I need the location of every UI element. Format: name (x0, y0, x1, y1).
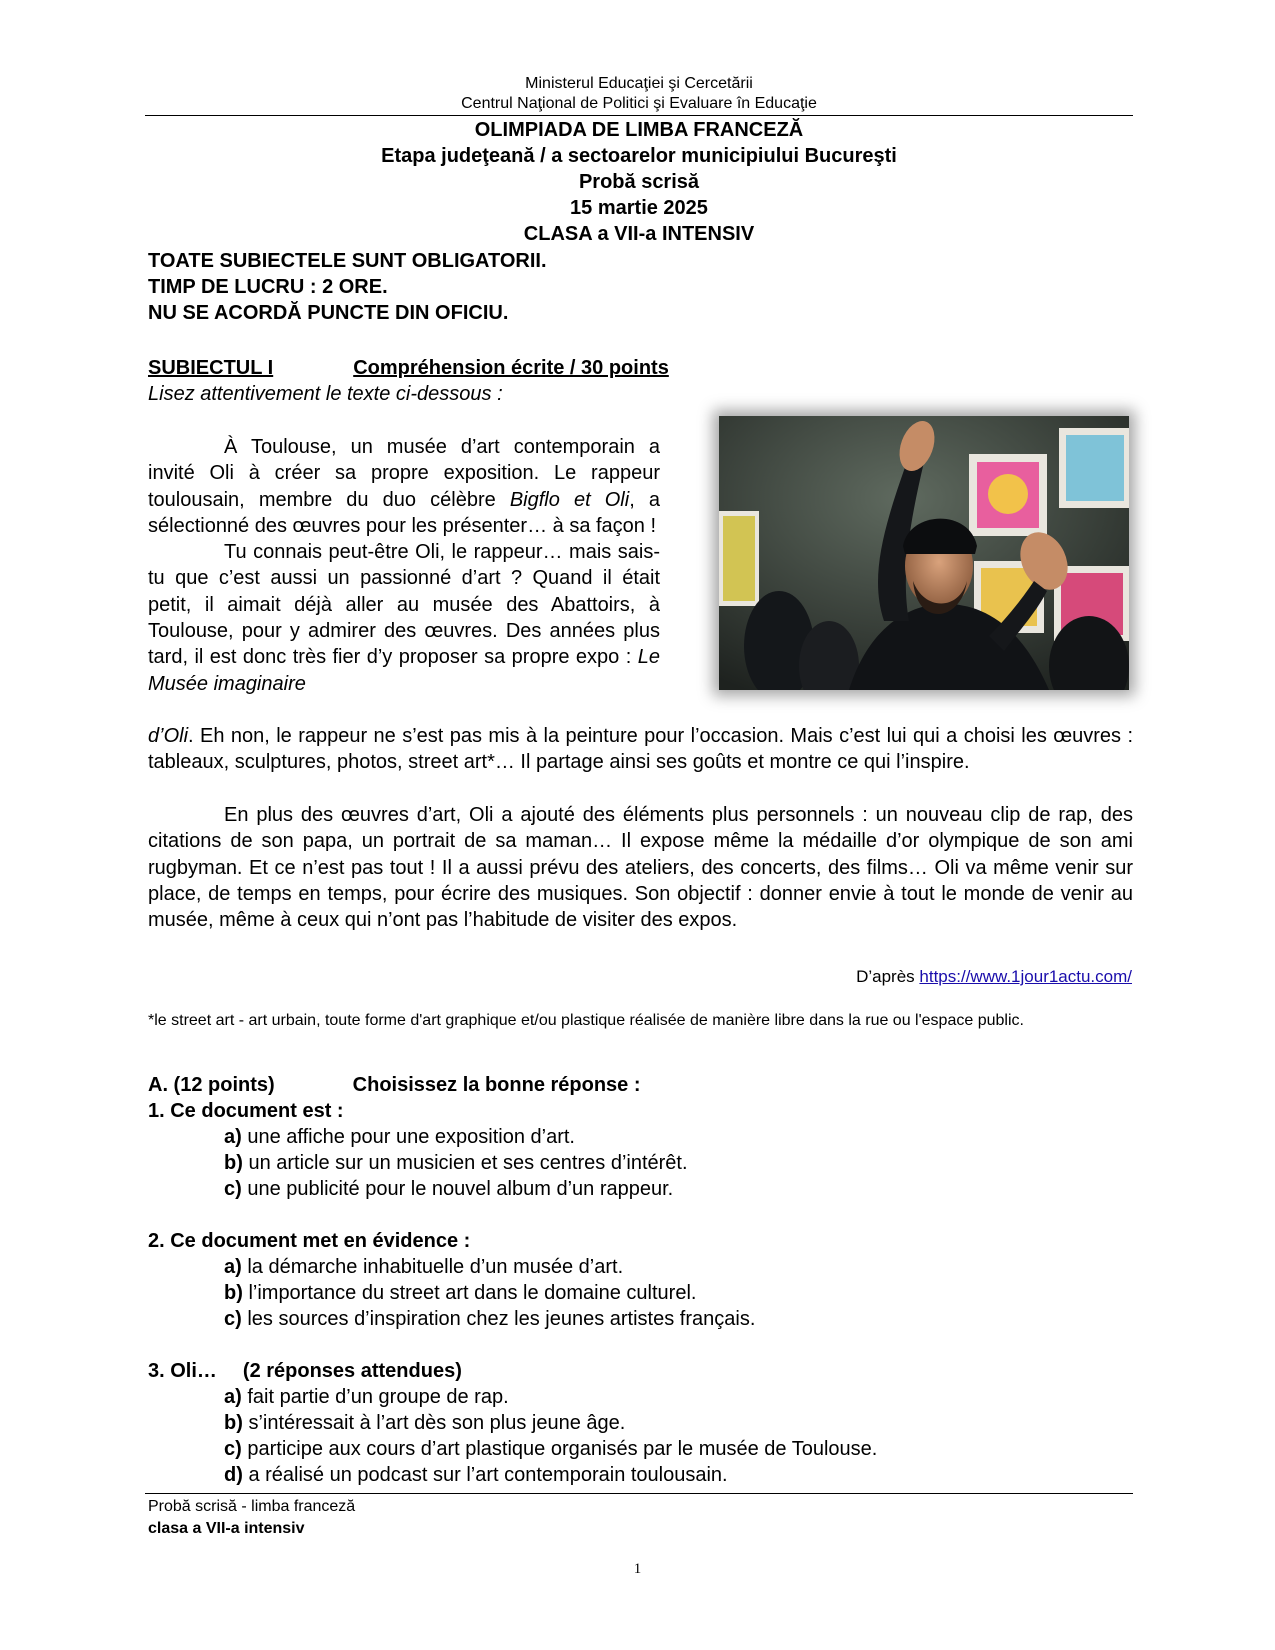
article-photo (719, 416, 1129, 690)
option-text: a réalisé un podcast sur l’art contemporain toulousain. (242, 1464, 728, 1486)
option-letter: a) (224, 1386, 242, 1408)
question-1-option-b[interactable] (224, 1150, 688, 1176)
question-2-option-b[interactable] (224, 1280, 696, 1306)
olympiad-title: OLIMPIADA DE LIMBA FRANCEZĂ (474, 119, 804, 141)
option-letter: b) (224, 1412, 243, 1434)
rapper-photo-illustration (719, 416, 1129, 690)
option-letter: a) (224, 1256, 242, 1278)
option-text: fait partie d’un groupe de rap. (241, 1386, 509, 1408)
class-title: CLASA a VII-a INTENSIV (523, 223, 755, 245)
question-2-option-c[interactable] (224, 1306, 755, 1332)
page-number: 1 (633, 1561, 642, 1577)
option-text: participe aux cours d’art plastique organisés par le musée de Toulouse. (241, 1438, 878, 1460)
ministry-name: Ministerul Educaţiei şi Cercetării (525, 75, 753, 92)
reading-instruction: Lisez attentivement le texte ci-dessous : (148, 383, 503, 405)
footer-test-name: Probă scrisă - limba franceză (148, 1498, 356, 1515)
header-rule (145, 115, 1133, 116)
stage-title: Etapa judeţeană / a sectoarelor municipiului Bucureşti (381, 145, 897, 167)
option-letter: b) (224, 1152, 243, 1174)
paragraph-text: À Toulouse, un musée d’art contemporain a invité Oli à créer sa propre exposition. Le rappeur toulousain, membre du duo célèbre (148, 436, 660, 511)
question-3-title (148, 1358, 462, 1384)
option-letter: c) (224, 1178, 242, 1200)
duo-name: Bigflo et Oli (509, 488, 630, 511)
source-prefix: D’après (856, 967, 920, 986)
question-3-label: 3. Oli… (148, 1360, 217, 1382)
article-continuation (148, 723, 1133, 776)
exhibition-title: Le Musée imaginaire (148, 646, 660, 695)
question-2-title: 2. Ce document met en évidence : (148, 1230, 471, 1252)
question-1-option-a[interactable] (224, 1124, 575, 1150)
paragraph-text: Tu connais peut-être Oli, le rappeur… mais sais-tu que c’est aussi un passionné d’art ? Quand il était petit, il aimait déjà aller au musée des Abattoirs, à Toulouse, pour y admirer des œuvres. Des années plus tard, il est donc très fier d’y proposer sa propre expo : (148, 541, 660, 669)
part-a-heading (148, 1072, 641, 1098)
article-paragraph-2-start (148, 539, 660, 697)
article-paragraph-3 (148, 802, 1133, 933)
subject-title: Compréhension écrite / 30 points (353, 357, 669, 379)
footer-rule (145, 1493, 1133, 1494)
article-column (148, 434, 660, 697)
subject-heading (148, 355, 669, 381)
option-letter: b) (224, 1282, 243, 1304)
question-3-option-a[interactable] (224, 1384, 509, 1410)
option-text: l’importance du street art dans le domaine culturel. (242, 1282, 697, 1304)
option-letter: d) (224, 1464, 243, 1486)
option-text: les sources d’inspiration chez les jeunes artistes français. (241, 1308, 756, 1330)
option-text: une affiche pour une exposition d’art. (241, 1126, 575, 1148)
option-letter: a) (224, 1126, 242, 1148)
question-3-note: (2 réponses attendues) (242, 1360, 462, 1382)
option-letter: c) (224, 1308, 242, 1330)
option-text: une publicité pour le nouvel album d’un rappeur. (241, 1178, 674, 1200)
part-a-label: A. (12 points) (148, 1074, 275, 1096)
footer-class: clasa a VII-a intensiv (148, 1520, 305, 1537)
question-3-option-d[interactable] (224, 1462, 728, 1488)
paragraph-text: En plus des œuvres d’art, Oli a ajouté des éléments plus personnels : un nouveau clip de rap, des citations de son papa, un portrait de sa maman… Il expose même la médaille d’or olympique de son ami rugbyman. Et ce n’est pas tout ! Il a aussi prévu des ateliers, des concerts, des films… Oli va même venir sur place, de temps en temps, pour écrire des musiques. Son objectif : donner envie à tout le monde de venir au musée, même à ceux qui n’ont pas l’habitude de visiter des expos. (148, 804, 1133, 932)
center-name: Centrul Naţional de Politici şi Evaluare în Educaţie (461, 95, 817, 112)
option-letter: c) (224, 1438, 242, 1460)
instruction-line: TOATE SUBIECTELE SUNT OBLIGATORII. (148, 250, 547, 272)
exhibition-title: d’Oli (148, 725, 189, 747)
paragraph-text: , a sélectionné des œuvres pour les présenter… à sa façon ! (148, 488, 660, 537)
question-1-title: 1. Ce document est : (148, 1100, 344, 1122)
question-2-option-a[interactable] (224, 1254, 623, 1280)
question-1-option-c[interactable] (224, 1176, 673, 1202)
exam-date: 15 martie 2025 (570, 197, 708, 219)
option-text: la démarche inhabituelle d’un musée d’art. (241, 1256, 624, 1278)
test-title: Probă scrisă (578, 171, 700, 193)
paragraph-text: . Eh non, le rappeur ne s’est pas mis à la peinture pour l’occasion. Mais c’est lui qui a choisi les œuvres : tableaux, sculptures, photos, street art*… Il partage ainsi ses goûts et montre ce qui l’inspire. (148, 725, 1133, 774)
article-source (856, 966, 1132, 988)
footnote: *le street art - art urbain, toute forme d'art graphique et/ou plastique réalisée de manière libre dans la rue ou l'espace public. (148, 1012, 1024, 1029)
question-3-option-c[interactable] (224, 1436, 877, 1462)
option-text: un article sur un musicien et ses centres d’intérêt. (242, 1152, 688, 1174)
subject-label: SUBIECTUL I (148, 357, 274, 379)
instruction-line: NU SE ACORDĂ PUNCTE DIN OFICIU. (148, 302, 509, 324)
article-paragraph-1 (148, 434, 660, 539)
question-3-option-b[interactable] (224, 1410, 625, 1436)
source-link[interactable]: https://www.1jour1actu.com/ (919, 967, 1132, 986)
instruction-line: TIMP DE LUCRU : 2 ORE. (148, 276, 388, 298)
part-a-instruction: Choisissez la bonne réponse : (352, 1074, 641, 1096)
option-text: s’intéressait à l’art dès son plus jeune âge. (242, 1412, 626, 1434)
